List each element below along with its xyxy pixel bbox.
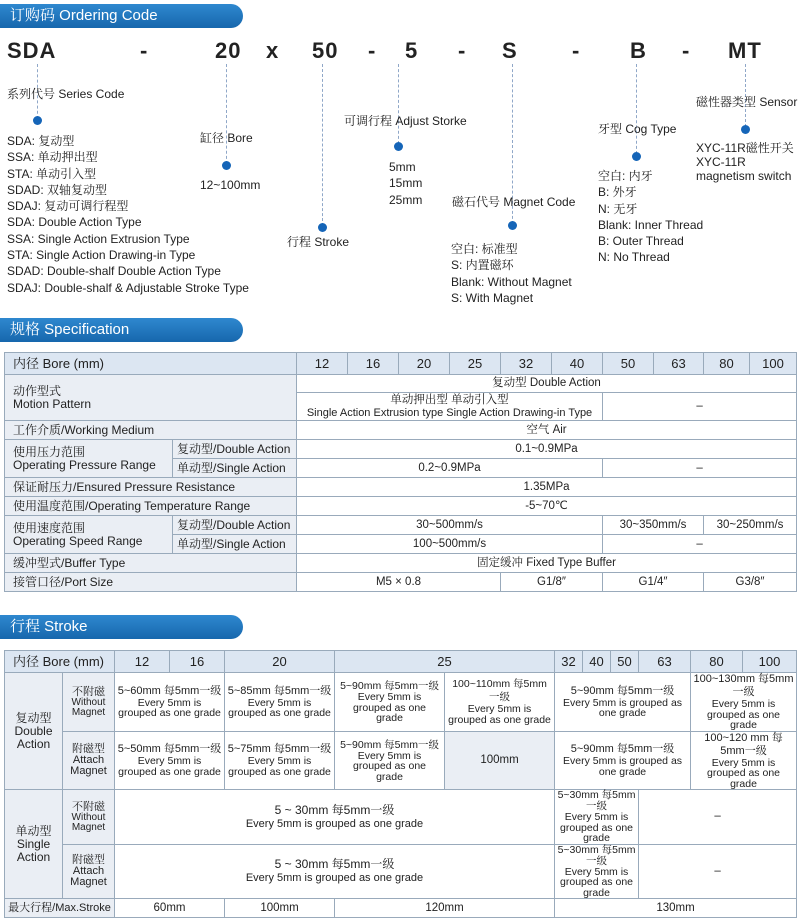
double-action-label [5, 673, 63, 790]
code-sensor: MT [728, 38, 762, 63]
label-en: Attach Magnet [70, 865, 107, 889]
connector-dot [508, 221, 517, 230]
temperature-label: 使用温度范围/Operating Temperature Range [5, 497, 297, 516]
table-row [5, 790, 797, 845]
connector-dot [33, 116, 42, 125]
dash-cell: – [603, 459, 797, 478]
stroke-cell [691, 731, 797, 790]
table-row [5, 353, 797, 375]
table-row [5, 440, 797, 459]
pressure-double-value: 0.1~0.9MPa [297, 440, 797, 459]
label-cn: 5 ~ 30mm 每5mm一级 [274, 857, 395, 872]
code-stroke: 50 [312, 38, 339, 63]
bore-cell: 25 [450, 353, 501, 375]
table-row [5, 497, 797, 516]
bore-cell: 50 [611, 651, 639, 673]
list-item: STA: 单动引入型 [7, 166, 97, 181]
stroke-cell [115, 790, 555, 845]
magnet-code-list [451, 241, 572, 306]
table-row [5, 673, 797, 732]
table-row [5, 573, 797, 592]
list-item: 空白: 内牙 [598, 169, 653, 183]
label-cn: 5 ~ 30mm 每5mm一级 [274, 802, 395, 817]
without-magnet-label [63, 790, 115, 845]
series-code-label: 系列代号 Series Code [7, 87, 125, 101]
bore-cell: 100 [750, 353, 797, 375]
bore-cell: 100 [743, 651, 797, 673]
stroke-cell [115, 844, 555, 899]
stroke-cell [225, 673, 335, 732]
port-size-label: 接管口径/Port Size [5, 573, 297, 592]
list-item: STA: Single Action Drawing-in Type [7, 248, 196, 263]
label-en: Every 5mm is grouped as one grade [560, 865, 633, 899]
single-action-label [5, 790, 63, 899]
table-row [5, 478, 797, 497]
label-en: Single Action [16, 836, 51, 864]
table-row [5, 554, 797, 573]
bore-cell: 12 [115, 651, 170, 673]
ensured-pressure-label: 保证耐压力/Ensured Pressure Resistance [5, 478, 297, 497]
label-en: Single Action Extrusion type Single Action Drawing-in Type [306, 406, 593, 419]
code-magnet: S [502, 38, 518, 63]
label-cn: 5~50mm 每5mm一级 [117, 743, 222, 756]
label-cn: 5~90mm 每5mm一级 [340, 680, 439, 692]
label-cn: 附磁型 [72, 743, 105, 756]
label-cn: 不附磁 [72, 686, 105, 699]
speed-label [5, 516, 173, 554]
stroke-cell [691, 673, 797, 732]
code-x: x [266, 38, 280, 63]
label-cn: 不附磁 [72, 801, 105, 814]
list-item: SDAD: Double-shalf Double Action Type [7, 264, 221, 279]
buffer-value: 固定缓冲 Fixed Type Buffer [297, 554, 797, 573]
list-item: N: No Thread [598, 250, 670, 265]
code-cog: B [630, 38, 647, 63]
list-item: B: 外牙 [598, 185, 637, 200]
label-cn: 动作型式 [13, 383, 62, 398]
label-en: Every 5mm is grouped as one grade [228, 755, 331, 778]
without-magnet-label [63, 673, 115, 732]
stroke-cell [115, 731, 225, 790]
list-item: 15mm [389, 176, 423, 191]
label-en: Every 5mm is grouped as one grade [228, 696, 331, 720]
bore-cell: 20 [225, 651, 335, 673]
label-cn: 使用速度范围 [13, 520, 86, 535]
list-item: magnetism switch [696, 169, 792, 183]
motion-double-cell: 复动型 Double Action [297, 375, 797, 393]
label-cn: 5~60mm 每5mm一级 [117, 684, 222, 697]
label-cn: 单动型 [15, 823, 52, 838]
specification-table [4, 352, 797, 592]
table-row [5, 651, 797, 673]
list-item: Blank: Without Magnet [451, 274, 572, 289]
label-cn: 复动型 [15, 710, 52, 725]
list-item: 25mm [389, 192, 423, 207]
label-cn: 5~90mm 每5mm一级 [570, 743, 675, 756]
stroke-cell [335, 731, 445, 790]
code-series: SDA [7, 38, 57, 63]
series-code-list [7, 133, 249, 296]
label-en: Motion Pattern [13, 396, 92, 411]
single-action-label: 单动型/Single Action [173, 459, 297, 478]
bore-label: 缸径 Bore [200, 131, 253, 145]
list-item: B: Outer Thread [598, 234, 684, 249]
bore-header: 内径 Bore (mm) [5, 353, 297, 375]
attach-magnet-label [63, 844, 115, 899]
adjust-stroke-list [389, 159, 422, 208]
bore-cell: 63 [654, 353, 704, 375]
list-item: SSA: Single Action Extrusion Type [7, 231, 190, 246]
stroke-label: 行程 Stroke [287, 235, 350, 249]
speed-double-value: 30~350mm/s [603, 516, 704, 535]
stroke-cell [555, 673, 691, 732]
pressure-label [5, 440, 173, 478]
table-row [5, 731, 797, 790]
label-cn: 100~110mm 每5mm一级 [452, 678, 547, 704]
stroke-cell [555, 844, 639, 899]
label-en: Every 5mm is grouped as one grade [353, 691, 426, 724]
pressure-single-value: 0.2~0.9MPa [297, 459, 603, 478]
magnet-code-label: 磁石代号 Magnet Code [452, 195, 576, 209]
port-value: G3/8″ [704, 573, 797, 592]
label-cn: 100~130mm 每5mm一级 [693, 673, 794, 698]
port-value: M5 × 0.8 [297, 573, 501, 592]
label-en: Operating Speed Range [13, 533, 143, 548]
label-cn: 使用压力范围 [13, 444, 86, 459]
specification-banner: 规格 Specification [0, 318, 243, 342]
bore-cell: 20 [399, 353, 450, 375]
bore-header: 内径 Bore (mm) [5, 651, 115, 673]
label-en: Double Action [14, 723, 53, 751]
connector-line [398, 64, 399, 144]
bore-cell: 40 [583, 651, 611, 673]
list-item: Blank: Inner Thread [598, 217, 704, 232]
label-cn: 附磁型 [72, 854, 105, 867]
double-action-label: 复动型/Double Action [173, 516, 297, 535]
label-en: Without Magnet [71, 812, 106, 833]
speed-double-value: 30~250mm/s [704, 516, 797, 535]
cog-type-list [598, 168, 703, 266]
ordering-code-banner: 订购码 Ordering Code [0, 4, 243, 28]
max-stroke-label: 最大行程/Max.Stroke [5, 899, 115, 918]
speed-single-value: 100~500mm/s [297, 535, 603, 554]
code-dash: - [572, 38, 581, 63]
dash-cell: – [603, 393, 797, 421]
label-en: Every 5mm is grouped as one grade [707, 756, 780, 790]
list-item: N: 无牙 [598, 201, 638, 216]
dash-cell: – [603, 535, 797, 554]
list-item: S: With Magnet [451, 290, 534, 305]
double-action-label: 复动型/Double Action [173, 440, 297, 459]
connector-line [322, 64, 323, 226]
label-cn: 5~75mm 每5mm一级 [227, 743, 332, 756]
label-en: Every 5mm is grouped as one grade [448, 703, 551, 726]
max-stroke-value: 100mm [225, 899, 335, 918]
connector-dot [318, 223, 327, 232]
list-item: 空白: 标准型 [451, 242, 518, 256]
code-dash: - [682, 38, 691, 63]
stroke-cell [335, 673, 445, 732]
bore-cell: 40 [552, 353, 603, 375]
code-bore: 20 [215, 38, 242, 63]
buffer-label: 缓冲型式/Buffer Type [5, 554, 297, 573]
bore-cell: 32 [501, 353, 552, 375]
dash-cell: – [639, 844, 797, 899]
dash-cell: – [639, 790, 797, 845]
code-adjust: 5 [405, 38, 419, 63]
temperature-value: -5~70℃ [297, 497, 797, 516]
label-en: Every 5mm is grouped as one grade [118, 755, 221, 778]
bore-cell: 50 [603, 353, 654, 375]
label-en: Every 5mm is grouped as one grade [707, 698, 780, 731]
max-stroke-value: 60mm [115, 899, 225, 918]
label-en: Every 5mm is grouped as one grade [562, 696, 683, 720]
bore-cell: 80 [704, 353, 750, 375]
label-cn: 5~90mm 每5mm一级 [340, 738, 439, 751]
port-value: G1/8″ [501, 573, 603, 592]
code-dash: - [140, 38, 149, 63]
stroke-cell: 100mm [445, 731, 555, 790]
ensured-pressure-value: 1.35MPa [297, 478, 797, 497]
table-row [5, 516, 797, 535]
label-cn: 单动押出型 单动引入型 [390, 393, 509, 406]
list-item: SDAJ: Double-shalf & Adjustable Stroke Type [7, 280, 249, 295]
single-action-label: 单动型/Single Action [173, 535, 297, 554]
max-stroke-value: 120mm [335, 899, 555, 918]
bore-cell: 16 [170, 651, 225, 673]
label-en: Every 5mm is grouped as one grade [245, 817, 424, 830]
bore-cell: 12 [297, 353, 348, 375]
list-item: 5mm [389, 160, 416, 174]
connector-line [636, 64, 637, 154]
medium-label: 工作介质/Working Medium [5, 421, 297, 440]
list-item: XYC-11R [696, 155, 746, 169]
list-item: SDA: 复动型 [7, 134, 75, 148]
label-cn: 5~30mm 每5mm一级 [557, 843, 636, 867]
label-en: Operating Pressure Range [13, 457, 156, 472]
stroke-table [4, 650, 797, 918]
connector-dot [741, 125, 750, 134]
stroke-cell [115, 673, 225, 732]
cog-type-label: 牙型 Cog Type [598, 122, 677, 136]
adjust-stroke-label: 可调行程 Adjust Storke [344, 114, 467, 128]
sensor-list [696, 141, 794, 183]
stroke-banner: 行程 Stroke [0, 615, 243, 639]
stroke-cell [445, 673, 555, 732]
list-item: S: 内置磁环 [451, 258, 514, 273]
label-en: Without Magnet [71, 697, 106, 718]
label-en: Every 5mm is grouped as one grade [562, 755, 683, 778]
table-row [5, 899, 797, 918]
list-item: SSA: 单动押出型 [7, 150, 98, 165]
label-cn: 100~120 mm 每5mm一级 [704, 731, 783, 757]
connector-dot [632, 152, 641, 161]
label-cn: 5~85mm 每5mm一级 [227, 684, 332, 697]
table-row [5, 375, 797, 393]
label-en: Every 5mm is grouped as one grade [560, 811, 633, 844]
code-dash: - [458, 38, 467, 63]
label-en: Every 5mm is grouped as one grade [118, 696, 221, 720]
motion-pattern-label [5, 375, 297, 421]
list-item: SDAJ: 复动可调行程型 [7, 199, 129, 214]
medium-value: 空气 Air [297, 421, 797, 440]
bore-cell: 32 [555, 651, 583, 673]
port-value: G1/4″ [603, 573, 704, 592]
label-cn: 5~90mm 每5mm一级 [570, 684, 675, 697]
bore-cell: 80 [691, 651, 743, 673]
stroke-cell [555, 731, 691, 790]
speed-double-value: 30~500mm/s [297, 516, 603, 535]
connector-dot [394, 142, 403, 151]
table-row [5, 844, 797, 899]
code-dash: - [368, 38, 377, 63]
stroke-cell [555, 790, 639, 845]
label-cn: 5~30mm 每5mm一级 [557, 789, 636, 812]
attach-magnet-label [63, 731, 115, 790]
bore-cell: 63 [639, 651, 691, 673]
bore-range: 12~100mm [200, 178, 261, 192]
list-item: SDAD: 双轴复动型 [7, 182, 108, 197]
bore-cell: 25 [335, 651, 555, 673]
sensor-label: 磁性器类型 Sensor [696, 95, 798, 109]
max-stroke-value: 130mm [555, 899, 797, 918]
list-item: SDA: Double Action Type [7, 215, 142, 230]
label-en: Every 5mm is grouped as one grade [245, 872, 424, 885]
stroke-cell [225, 731, 335, 790]
list-item: XYC-11R磁性开关 [696, 141, 794, 155]
label-en: Attach Magnet [70, 754, 107, 778]
label-en: Every 5mm is grouped as one grade [353, 749, 426, 783]
motion-single-cell [297, 393, 603, 421]
table-row [5, 421, 797, 440]
bore-cell: 16 [348, 353, 399, 375]
